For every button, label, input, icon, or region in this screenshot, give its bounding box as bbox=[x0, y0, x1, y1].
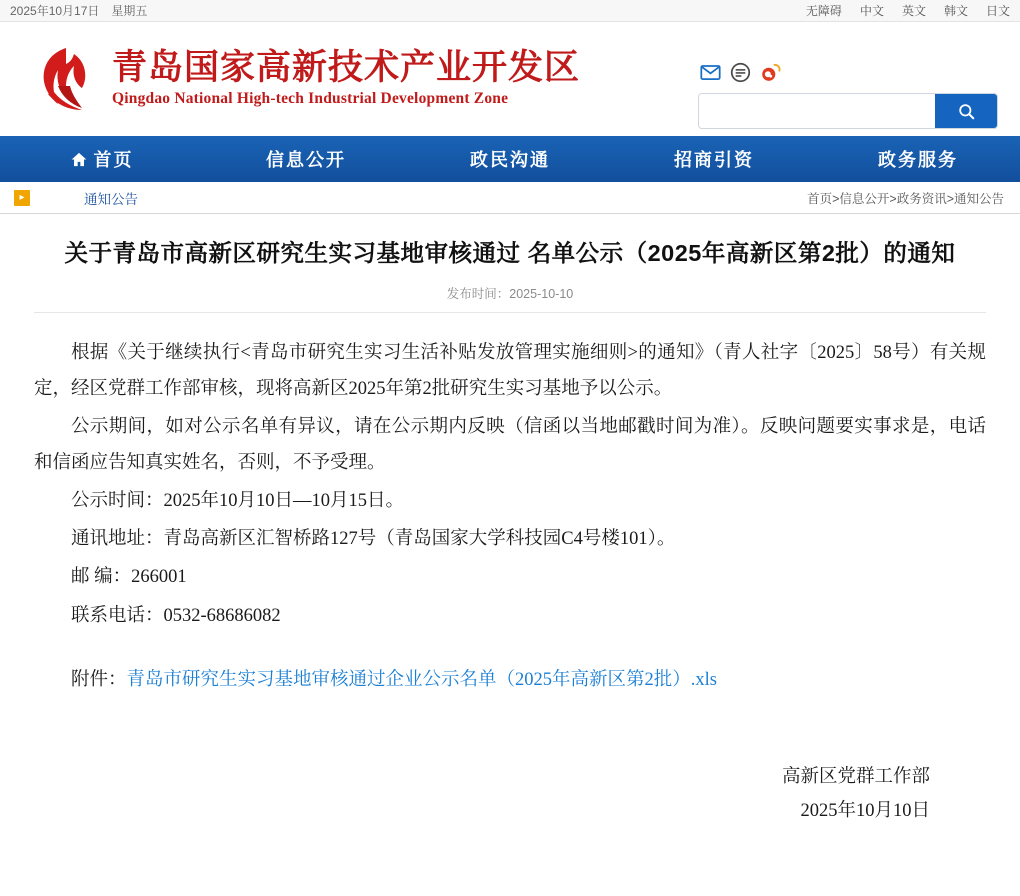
search-button[interactable] bbox=[935, 94, 997, 128]
attachment-link[interactable]: 青岛市研究生实习基地审核通过企业公示名单（2025年高新区第2批）.xls bbox=[126, 669, 717, 690]
nav-item-info-disclosure-label: 信息公开 bbox=[266, 150, 346, 170]
topbar-left-group bbox=[10, 2, 147, 19]
search-input[interactable] bbox=[699, 94, 935, 128]
nav-item-home[interactable] bbox=[0, 136, 204, 182]
topbar-link-group bbox=[806, 2, 1010, 19]
nav-item-gov-services[interactable] bbox=[816, 136, 1020, 182]
logo-text-block bbox=[112, 47, 581, 109]
nav-item-gov-public-comm[interactable] bbox=[408, 136, 612, 182]
nav-item-gov-public-comm-label: 政民沟通 bbox=[470, 150, 550, 170]
logo-title-cn: 青岛国家高新技术产业开发区 bbox=[112, 47, 581, 87]
nav-item-investment-label: 招商引资 bbox=[674, 150, 754, 170]
attachment-label: 附件： bbox=[71, 669, 127, 690]
breadcrumb[interactable]: 首页>信息公开>政务资讯>通知公告 bbox=[807, 191, 1004, 206]
channel-group bbox=[14, 188, 138, 208]
signature-block bbox=[34, 760, 986, 828]
publish-meta bbox=[34, 284, 986, 313]
nav-item-info-disclosure[interactable] bbox=[204, 136, 408, 182]
social-icon-row bbox=[698, 62, 998, 83]
article-paragraph: 公示时间：2025年10月10日—10月15日。 bbox=[71, 491, 405, 512]
logo-title-en: Qingdao National High-tech Industrial Development Zone bbox=[112, 90, 509, 108]
qingdao-emblem-icon bbox=[36, 46, 98, 112]
site-logo[interactable] bbox=[36, 46, 580, 112]
site-header bbox=[0, 22, 1020, 136]
current-weekday: 星期五 bbox=[111, 4, 148, 18]
channel-title[interactable]: 通知公告 bbox=[84, 191, 138, 207]
publish-time-value: 2025-10-10 bbox=[509, 287, 574, 302]
lang-chinese-link[interactable]: 中文 bbox=[859, 4, 884, 18]
article-paragraph: 邮 编：266001 bbox=[71, 567, 187, 588]
attachment-row bbox=[34, 662, 986, 698]
message-icon[interactable] bbox=[730, 62, 751, 83]
mail-icon[interactable] bbox=[700, 62, 721, 83]
lang-english-link[interactable]: 英文 bbox=[901, 4, 926, 18]
publish-time-label: 发布时间： bbox=[446, 287, 510, 302]
lang-korean-link[interactable]: 韩文 bbox=[943, 4, 968, 18]
main-navigation bbox=[0, 136, 1020, 182]
nav-item-home-label: 首页 bbox=[93, 150, 134, 170]
article-paragraph: 公示期间，如对公示名单有异议，请在公示期内反映（信函以当地邮戳时间为准）。反映问题要实事求是，电话和信函应告知真实姓名，否则，不予受理。 bbox=[34, 417, 986, 474]
page-title: 关于青岛市高新区研究生实习基地审核通过 名单公示（2025年高新区第2批）的通知 bbox=[64, 240, 956, 266]
search-icon bbox=[957, 102, 976, 121]
home-icon bbox=[71, 152, 87, 167]
search-bar[interactable] bbox=[698, 93, 998, 129]
breadcrumb-bar bbox=[0, 182, 1020, 214]
nav-item-gov-services-label: 政务服务 bbox=[878, 150, 958, 170]
article-body bbox=[34, 335, 986, 828]
signature-date: 2025年10月10日 bbox=[800, 800, 930, 821]
accessibility-link[interactable]: 无障碍 bbox=[805, 4, 842, 18]
article-paragraph: 通讯地址：青岛高新区汇智桥路127号（青岛国家大学科技园C4号楼101）。 bbox=[71, 529, 676, 550]
article-paragraph: 联系电话：0532-68686082 bbox=[71, 605, 281, 626]
weibo-icon[interactable] bbox=[760, 62, 781, 83]
current-date: 2025年10月17日 bbox=[10, 4, 100, 18]
nav-item-investment[interactable] bbox=[612, 136, 816, 182]
article-paragraph: 根据《关于继续执行<青岛市研究生实习生活补贴发放管理实施细则>的通知》（青人社字〔2025〕58号）有关规定，经区党群工作部审核，现将高新区2025年第2批研究生实习基地予以公示。 bbox=[34, 343, 986, 400]
nav-items bbox=[0, 136, 1020, 182]
header-right-panel bbox=[698, 62, 998, 129]
signature-org: 高新区党群工作部 bbox=[781, 766, 930, 787]
channel-marker-icon: ▸ bbox=[14, 190, 30, 206]
lang-japanese-link[interactable]: 日文 bbox=[985, 4, 1010, 18]
top-utility-bar bbox=[0, 0, 1020, 22]
article-container bbox=[0, 214, 1020, 828]
